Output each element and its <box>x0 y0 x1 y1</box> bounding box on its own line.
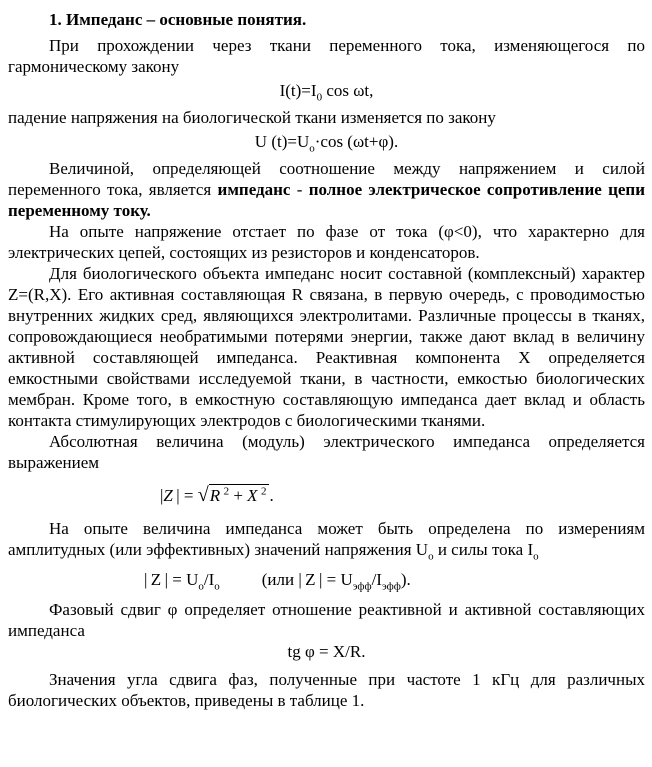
paragraph-modulus-intro: Абсолютная величина (модуль) электрического импеданса определяется выражением <box>8 432 645 472</box>
paragraph-impedance-definition: Величиной, определяющей соотношение между напряжением и силой переменного тока, является импеданс - полное электрическое сопротивление цепи переменному току. <box>8 159 645 220</box>
formula-z-ratio: | Z | = $U_o/I_o$ (или | Z | = $U_{эфф}/I_{эфф}$). <box>144 570 411 593</box>
formula-voltage: U $(t)=U_o\cdot\cos$ (ωt+φ). <box>254 132 399 155</box>
formula-current: $I(t)=I_0$ cos ωt, <box>279 81 374 104</box>
paragraph-complex-impedance: Для биологического объекта импеданс носит составной (комплексный) характер Z=(R,X). Его активная составляющая R связана, в первую очередь, с проводимостью внутренних жидких сред, являющихся электролитами. Различные процессы в тканях, сопровождающиеся необратимыми потерями энергии, также дают вклад в величину активной составляющей импеданса. Реактивная компонента Х определяется емкостными свойствами исследуемой ткани, в частности, емкостью биологических мембран. Кроме того, в емкостную составляющую импеданса дает вклад и область контакта стимулирующих электродов с биологическими тканями. <box>8 264 645 430</box>
paragraph-phase-shift: Фазовый сдвиг φ определяет отношение реактивной и активной составляющих импеданса <box>8 600 645 640</box>
formula-impedance-modulus: |Z | = √R $^2$ + X $^2$ . <box>160 484 274 506</box>
paragraph-current-law-intro: При прохождении через ткани переменного тока, изменяющегося по гармоническому закону <box>8 36 645 76</box>
paragraph-phase-lag: На опыте напряжение отстает по фазе от тока (φ<0), что характерно для электрических цепей, состоящих из резисторов и конденсаторов. <box>8 222 645 262</box>
formula-tangent: tg φ = X/R. <box>287 642 366 661</box>
paragraph-voltage-law-intro: падение напряжения на биологической ткани изменяется по закону <box>8 108 496 127</box>
paragraph-table-reference: Значения угла сдвига фаз, полученные при частоте 1 кГц для различных биологических объектов, приведены в таблице 1. <box>8 670 645 710</box>
doc-title: 1. Импеданс – основные понятия. <box>49 10 307 29</box>
paragraph-measurement: На опыте величина импеданса может быть определена по измерениям амплитудных (или эффективных) значений напряжения $U_o$ и силы тока $I_o$ <box>8 519 645 563</box>
